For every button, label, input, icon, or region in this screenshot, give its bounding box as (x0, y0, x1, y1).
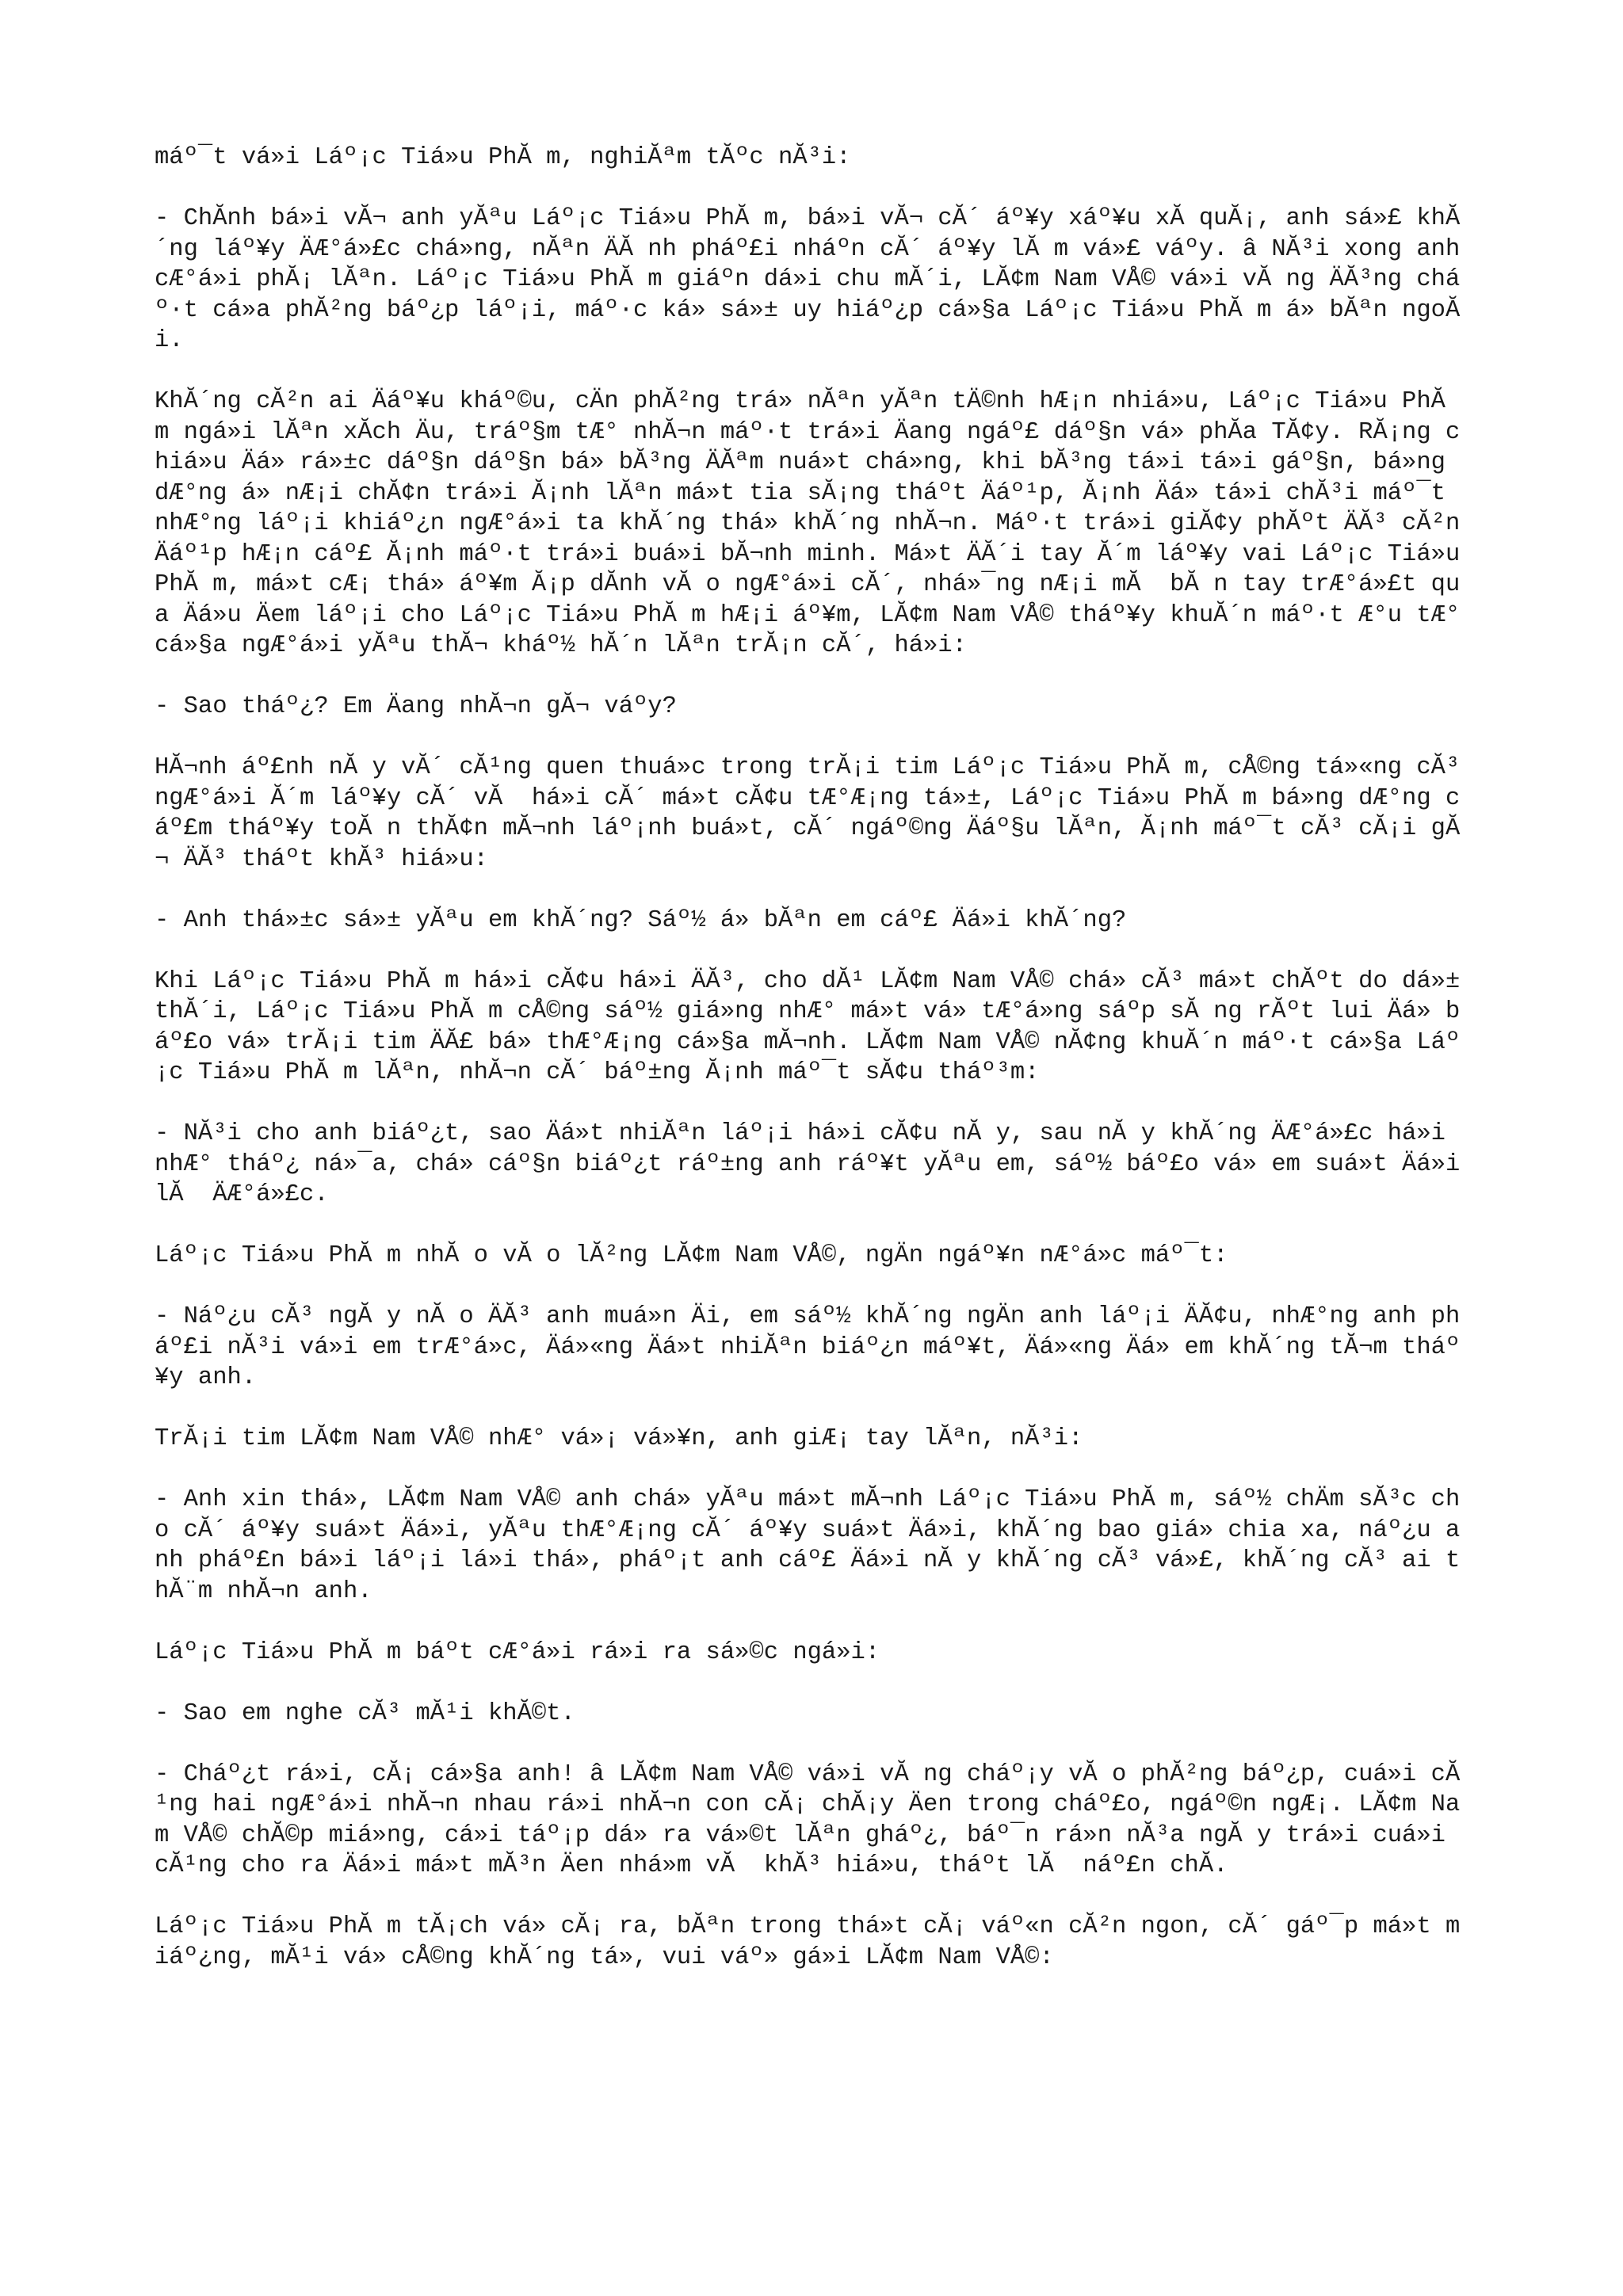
paragraph-12: - Anh xin thá», LĂ¢m Nam VÅ© anh chá» yĂªu má»t mĂ¬nh Láº¡c Tiá»u PhĂ m, sáº½ chÄm sĂ³c cho cĂ´ áº¥y suá»t Äá»i, yĂªu thÆ°Æ¡ng cĂ´ áº¥y suá»t Äá»i, khĂ´ng bao giá» chia xa, náº¿u anh pháº£n bá»i láº¡i lá»i thá», pháº¡t anh cáº£ Äá»i nĂ y khĂ´ng cĂ³ vá»£, khĂ´ng cĂ³ ai thĂ¨m nhĂ¬n anh. (155, 1486, 1461, 1605)
paragraph-3: KhĂ´ng cĂ²n ai Äáº¥u kháº©u, cÄn phĂ²ng trá» nĂªn yĂªn tÄ©nh hÆ¡n nhiá»u, Láº¡c Tiá»u PhĂ m ngá»i lĂªn xĂch Äu, tráº§m tÆ° nhĂ¬n máº·t trá»i Äang ngáº£ dáº§n vá» phĂa TĂ¢y. RĂ¡ng chiá»u Äá» rá»±c dáº§n dáº§n bá» bĂ³ng ÄĂªm nuá»t chá»ng, khi bĂ³ng tá»i tá»i gáº§n, bá»ng dÆ°ng á» nÆ¡i chĂ¢n trá»i Ă¡nh lĂªn má»t tia sĂ¡ng tháºt Äáº¹p, Ă¡nh Äá» tá»i chĂ³i máº¯t nhÆ°ng láº¡i khiáº¿n ngÆ°á»i ta khĂ´ng thá» khĂ´ng nhĂ¬n. Máº·t trá»i giĂ¢y phĂºt ÄĂ³ cĂ²n Äáº¹p hÆ¡n cáº£ Ă¡nh máº·t trá»i buá»i bĂ¬nh minh. Má»t ÄĂ´i tay Ă´m láº¥y vai Láº¡c Tiá»u PhĂ m, má»t cÆ¡ thá» áº¥m Ă¡p dĂnh vĂ o ngÆ°á»i cĂ´, nhá»¯ng nÆ¡i mĂ bĂ n tay trÆ°á»£t qua Äá»u Äem láº¡i cho Láº¡c Tiá»u PhĂ m hÆ¡i áº¥m, LĂ¢m Nam VÅ© tháº¥y khuĂ´n máº·t Æ°u tÆ° cá»§a ngÆ°á»i yĂªu thĂ¬ kháº½ hĂ´n lĂªn trĂ¡n cĂ´, há»i: (155, 388, 1475, 659)
paragraph-9: Láº¡c Tiá»u PhĂ m nhĂ o vĂ o lĂ²ng LĂ¢m Nam VÅ©, ngÄn ngáº¥n nÆ°á»c máº¯t: (155, 1242, 1228, 1269)
paragraph-13: Láº¡c Tiá»u PhĂ m báºt cÆ°á»i rá»i ra sá»©c ngá»i: (155, 1638, 880, 1666)
document-page (155, 143, 1475, 2004)
paragraph-10: - Náº¿u cĂ³ ngĂ y nĂ o ÄĂ³ anh muá»n Äi, em sáº½ khĂ´ng ngÄn anh láº¡i ÄĂ¢u, nhÆ°ng anh pháº£i nĂ³i vá»i em trÆ°á»c, Äá»«ng Äá»t nhiĂªn biáº¿n máº¥t, Äá»«ng Äá» em khĂ´ng tĂ¬m tháº¥y anh. (155, 1303, 1461, 1391)
paragraph-5: HĂ¬nh áº£nh nĂ y vĂ´ cĂ¹ng quen thuá»c trong trĂ¡i tim Láº¡c Tiá»u PhĂ m, cÅ©ng tá»«ng cĂ³ ngÆ°á»i Ă´m láº¥y cĂ´ vĂ há»i cĂ´ má»t cĂ¢u tÆ°Æ¡ng tá»±, Láº¡c Tiá»u PhĂ m bá»ng dÆ°ng cáº£m tháº¥y toĂ n thĂ¢n mĂ¬nh láº¡nh buá»t, cĂ´ ngáº©ng Äáº§u lĂªn, Ă¡nh máº¯t cĂ³ cĂ¡i gĂ¬ ÄĂ³ tháºt khĂ³ hiá»u: (155, 754, 1475, 873)
paragraph-16: Láº¡c Tiá»u PhĂ m tĂ¡ch vá» cĂ¡ ra, bĂªn trong thá»t cĂ¡ váº«n cĂ²n ngon, cĂ´ gáº¯p má»t miáº¿ng, mĂ¹i vá» cÅ©ng khĂ´ng tá», vui váº» gá»i LĂ¢m Nam VÅ©: (155, 1913, 1461, 1971)
paragraph-14: - Sao em nghe cĂ³ mĂ¹i khĂ©t. (155, 1699, 575, 1727)
paragraph-11: TrĂ¡i tim LĂ¢m Nam VÅ© nhÆ° vá»¡ vá»¥n, anh giÆ¡ tay lĂªn, nĂ³i: (155, 1425, 1083, 1452)
paragraph-4: - Sao tháº¿? Em Äang nhĂ¬n gĂ¬ váºy? (155, 693, 677, 720)
paragraph-2: - ChĂnh bá»i vĂ¬ anh yĂªu Láº¡c Tiá»u PhĂ m, bá»i vĂ¬ cĂ´ áº¥y xáº¥u xĂ quĂ¡, anh sá»£ khĂ´ng láº¥y ÄÆ°á»£c chá»ng, nĂªn ÄĂ nh pháº£i nháºn cĂ´ áº¥y lĂ m vá»£ váºy. â NĂ³i xong anh cÆ°á»i phĂ¡ lĂªn. Láº¡c Tiá»u PhĂ m giáºn dá»i chu mĂ´i, LĂ¢m Nam VÅ© vá»i vĂ ng ÄĂ³ng cháº·t cá»a phĂ²ng báº¿p láº¡i, máº·c ká» sá»± uy hiáº¿p cá»§a Láº¡c Tiá»u PhĂ m á» bĂªn ngoĂ i. (155, 205, 1475, 354)
paragraph-15: - Cháº¿t rá»i, cĂ¡ cá»§a anh! â LĂ¢m Nam VÅ© vá»i vĂ ng cháº¡y vĂ o phĂ²ng báº¿p, cuá»i cĂ¹ng hai ngÆ°á»i nhĂ¬n nhau rá»i nhĂ¬n con cĂ¡ chĂ¡y Äen trong cháº£o, ngáº©n ngÆ¡. LĂ¢m Nam VÅ© chĂ©p miá»ng, cá»i táº¡p dá» ra vá»©t lĂªn gháº¿, báº¯n rá»n nĂ³a ngĂ y trá»i cuá»i cĂ¹ng cho ra Äá»i má»t mĂ³n Äen nhá»m vĂ khĂ³ hiá»u, tháºt lĂ náº£n chĂ. (155, 1760, 1461, 1879)
paragraph-1: máº¯t vá»i Láº¡c Tiá»u PhĂ m, nghiĂªm tĂºc nĂ³i: (155, 144, 851, 171)
paragraph-8: - NĂ³i cho anh biáº¿t, sao Äá»t nhiĂªn láº¡i há»i cĂ¢u nĂ y, sau nĂ y khĂ´ng ÄÆ°á»£c há»i nhÆ° tháº¿ ná»¯a, chá» cáº§n biáº¿t ráº±ng anh ráº¥t yĂªu em, sáº½ báº£o vá» em suá»t Äá»i lĂ ÄÆ°á»£c. (155, 1120, 1475, 1208)
paragraph-6: - Anh thá»±c sá»± yĂªu em khĂ´ng? Sáº½ á» bĂªn em cáº£ Äá»i khĂ´ng? (155, 906, 1127, 934)
paragraph-7: Khi Láº¡c Tiá»u PhĂ m há»i cĂ¢u há»i ÄĂ³, cho dĂ¹ LĂ¢m Nam VÅ© chá» cĂ³ má»t chĂºt do dá»± thĂ´i, Láº¡c Tiá»u PhĂ m cÅ©ng sáº½ giá»ng nhÆ° má»t vá» tÆ°á»ng sáºp sĂ ng rĂºt lui Äá» báº£o vá» trĂ¡i tim ÄĂ£ bá» thÆ°Æ¡ng cá»§a mĂ¬nh. LĂ¢m Nam VÅ© nĂ¢ng khuĂ´n máº·t cá»§a Láº¡c Tiá»u PhĂ m lĂªn, nhĂ¬n cĂ´ báº±ng Ă¡nh máº¯t sĂ¢u tháº³m: (155, 967, 1475, 1086)
